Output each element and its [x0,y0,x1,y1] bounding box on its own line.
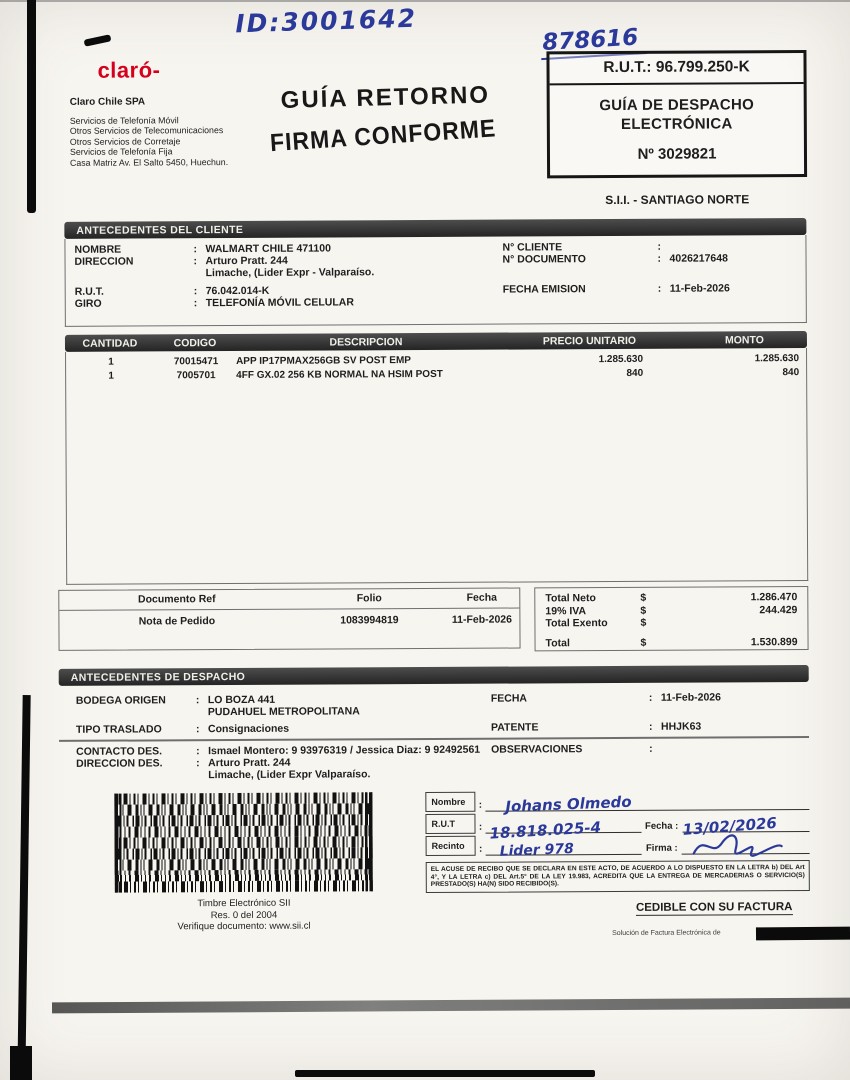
colon: : [657,252,662,265]
reception-nombre-row [425,790,809,816]
colon: : [478,843,483,855]
handwritten-fecha: 13/02/2026 [681,813,778,839]
reception-recinto-label: Recinto [426,836,476,856]
divider [59,736,809,741]
client-rut-label: R.U.T. [74,285,104,298]
official-doc-box [546,50,807,178]
colon: : [478,821,483,833]
reference-table-header [59,589,519,611]
scan-artifact-top-edge [0,0,850,2]
items-header-monto: MONTO [724,333,764,346]
claro-logo: claró- [97,57,161,83]
sii-office: S.I.I. - SANTIAGO NORTE [605,192,750,208]
scan-artifact-bottom-line [295,1070,595,1077]
reception-rut-label: R.U.T [425,814,475,834]
colon: : [657,282,662,295]
direccion-destino-line2: Limache, (Lider Expr Valparaíso. [208,768,371,782]
total-label: Total [545,636,570,649]
colon: : [193,297,198,310]
colon: : [195,723,200,736]
ref-folio-value: 1083994819 [340,614,399,627]
section-dispatch-header: ANTECEDENTES DE DESPACHO [59,665,809,686]
client-ndocumento-value: 4026217648 [669,252,728,265]
direccion-destino-label: DIRECCION DES. [76,757,163,770]
client-giro-value: TELEFONÍA MÓVIL CELULAR [205,296,354,310]
item-precio: 1.285.630 [598,353,644,366]
reception-block [425,790,810,893]
client-direccion-line2: Limache, (Lider Expr - Valparaíso. [205,266,375,280]
items-header-precio: PRECIO UNITARIO [542,334,637,347]
client-fecha-emision-label: FECHA EMISION [502,283,586,296]
ref-header-documento: Documento Ref [137,593,216,606]
items-header-codigo: CODIGO [173,336,217,349]
handwritten-nombre: Johans Olmedo [505,792,632,816]
currency-sign: $ [640,616,647,629]
reception-firma-field [682,834,810,855]
reference-doc-table [58,588,520,651]
table-row [66,367,806,382]
issuer-activity-lines [70,115,228,168]
client-fecha-emision-value: 11-Feb-2026 [669,282,730,295]
doc-number: Nº 3029821 [637,145,717,163]
client-rut-value: 76.042.014-K [205,284,270,298]
colon: : [648,720,653,733]
colon: : [193,255,198,268]
issuer-company-name: Claro Chile SPA [69,96,146,108]
iva-value: 244.429 [759,603,798,616]
table-row [66,353,806,368]
client-direccion-line1: Arturo Pratt. 244 [205,254,288,268]
item-cantidad: 1 [108,356,114,368]
currency-sign: $ [640,591,647,604]
item-precio: 840 [626,367,644,379]
dispatch-section [59,691,809,785]
issuer-line: Otros Servicios de Telecomunicaciones [69,125,224,137]
scan-artifact-ink-blob [756,927,850,941]
issuer-line: Otros Servicios de Corretaje [69,136,181,147]
doc-type-line2: ELECTRÓNICA [620,115,733,133]
items-header-cantidad: CANTIDAD [82,337,138,350]
direccion-destino-line1: Arturo Pratt. 244 [208,756,291,770]
table-row [59,609,519,628]
cedible-note: CEDIBLE CON SU FACTURA [635,901,793,914]
total-exento-value [695,616,797,629]
fecha-despacho-value: 11-Feb-2026 [660,691,721,704]
timbre-line2: Res. 0 del 2004 [210,909,278,921]
section-client-header: ANTECEDENTES DEL CLIENTE [64,218,806,239]
timbre-caption [115,897,373,933]
bodega-origen-label: BODEGA ORIGEN [75,694,166,707]
handwritten-rut: 18.818.025-4 [489,818,602,843]
item-monto: 840 [782,367,800,379]
contacto-destino-label: CONTACTO DES. [76,745,163,758]
client-giro-label: GIRO [74,297,102,310]
tipo-traslado-value: Consignaciones [207,722,290,736]
reception-recinto-row [426,834,810,860]
colon: : [657,240,661,253]
fecha-despacho-label: FECHA [490,692,528,705]
reception-firma-label: Firma : [645,842,678,854]
item-codigo: 7005701 [176,370,216,382]
currency-sign: $ [640,636,647,649]
provider-footnote: Solución de Factura Electrónica de [612,929,721,938]
barcode-row [115,880,373,892]
handwritten-recinto: Lider 978 [499,840,575,860]
items-table-body [65,348,808,585]
reception-nombre-label: Nombre [425,792,475,812]
colon: : [195,694,200,707]
tipo-traslado-label: TIPO TRASLADO [75,723,162,736]
timbre-line1: Timbre Electrónico SII [197,897,291,910]
patente-label: PATENTE [490,721,539,734]
total-neto-value: 1.286.470 [750,591,798,604]
ref-header-fecha: Fecha [466,591,498,604]
scan-artifact-left-streak [27,0,36,213]
total-neto-label: Total Neto [545,592,596,605]
client-nombre-label: NOMBRE [74,243,122,256]
reception-rut-field [485,813,641,843]
scan-artifact-corner [10,1046,32,1080]
stamp-firma-conforme: FIRMA CONFORME [269,113,498,157]
bodega-origen-line2: PUDAHUEL METROPOLITANA [207,705,360,719]
legal-acknowledgment-text: EL ACUSE DE RECIBO QUE SE DECLARA EN ESTE ACTO, DE ACUERDO A LO DISPUESTO EN LA LETRA b) DEL Art 4°, Y LA LETRA c) DEL Art.5° DE LA LEY 19.983, ACREDITA QUE LA ENTREGA DE MERCADERIAS O SERVICIO(S) PRESTADO(S) HA(N) SIDO RECIBIDO(S). [426,860,810,893]
reception-fecha-label: Fecha : [644,820,679,832]
colon: : [648,691,653,704]
colon: : [649,742,653,755]
total-exento-row [545,616,797,630]
reception-nombre-field [485,790,809,816]
client-nombre-value: WALMART CHILE 471100 [205,242,331,256]
issuer-rut: R.U.T.: 96.799.250-K [549,53,803,85]
handwritten-doc-id: ID:3001642 [234,3,418,39]
ref-fecha-value: 11-Feb-2026 [451,613,513,626]
items-header-descripcion: DESCRIPCION [329,335,403,348]
colon: : [478,799,483,811]
client-ndocumento-label: N° DOCUMENTO [502,253,586,266]
totals-box [534,586,808,651]
doc-type-line1: GUÍA DE DESPACHO [599,96,755,115]
client-direccion-label: DIRECCION [74,255,134,268]
reception-fecha-field [681,812,809,839]
handwritten-folio: 878616 [540,24,648,60]
issuer-line: Casa Matriz Av. El Salto 5450, Huechun. [69,156,229,168]
client-section [64,235,806,327]
contacto-destino-value: Ismael Montero: 9 93976319 / Jessica Diaz: 9 92492561 [208,743,481,758]
reception-recinto-field [486,835,642,860]
item-descripcion: APP IP17PMAX256GB SV POST EMP [236,355,411,367]
ref-header-folio: Folio [356,592,382,605]
total-value: 1.530.899 [750,635,798,648]
colon: : [193,285,198,298]
issuer-line: Servicios de Telefonía Móvil [69,115,179,126]
colon: : [196,757,200,770]
signature [690,831,786,862]
item-cantidad: 1 [108,370,114,382]
pdf417-barcode [114,792,373,893]
issuer-line: Servicios de Telefonía Fija [69,146,173,158]
item-monto: 1.285.630 [754,353,800,365]
observaciones-label: OBSERVACIONES [491,743,583,756]
stamp-guia-retorno: GUÍA RETORNO [280,81,491,114]
total-exento-label: Total Exento [545,617,608,630]
total-row [546,636,798,650]
colon: : [193,243,198,256]
currency-sign: $ [640,604,647,617]
ref-documento-value: Nota de Pedido [138,615,216,628]
bodega-origen-line1: LO BOZA 441 [207,693,276,707]
iva-label: 19% IVA [545,604,587,617]
item-descripcion: 4FF GX.02 256 KB NORMAL NA HSIM POST [236,368,443,381]
colon: : [196,745,200,758]
doc-type-block [550,84,804,175]
item-codigo: 70015471 [173,356,219,368]
timbre-line3: Verifique documento: www.sii.cl [177,920,311,933]
client-ncliente-label: N° CLIENTE [502,241,563,254]
patente-value: HHJK63 [660,720,702,733]
